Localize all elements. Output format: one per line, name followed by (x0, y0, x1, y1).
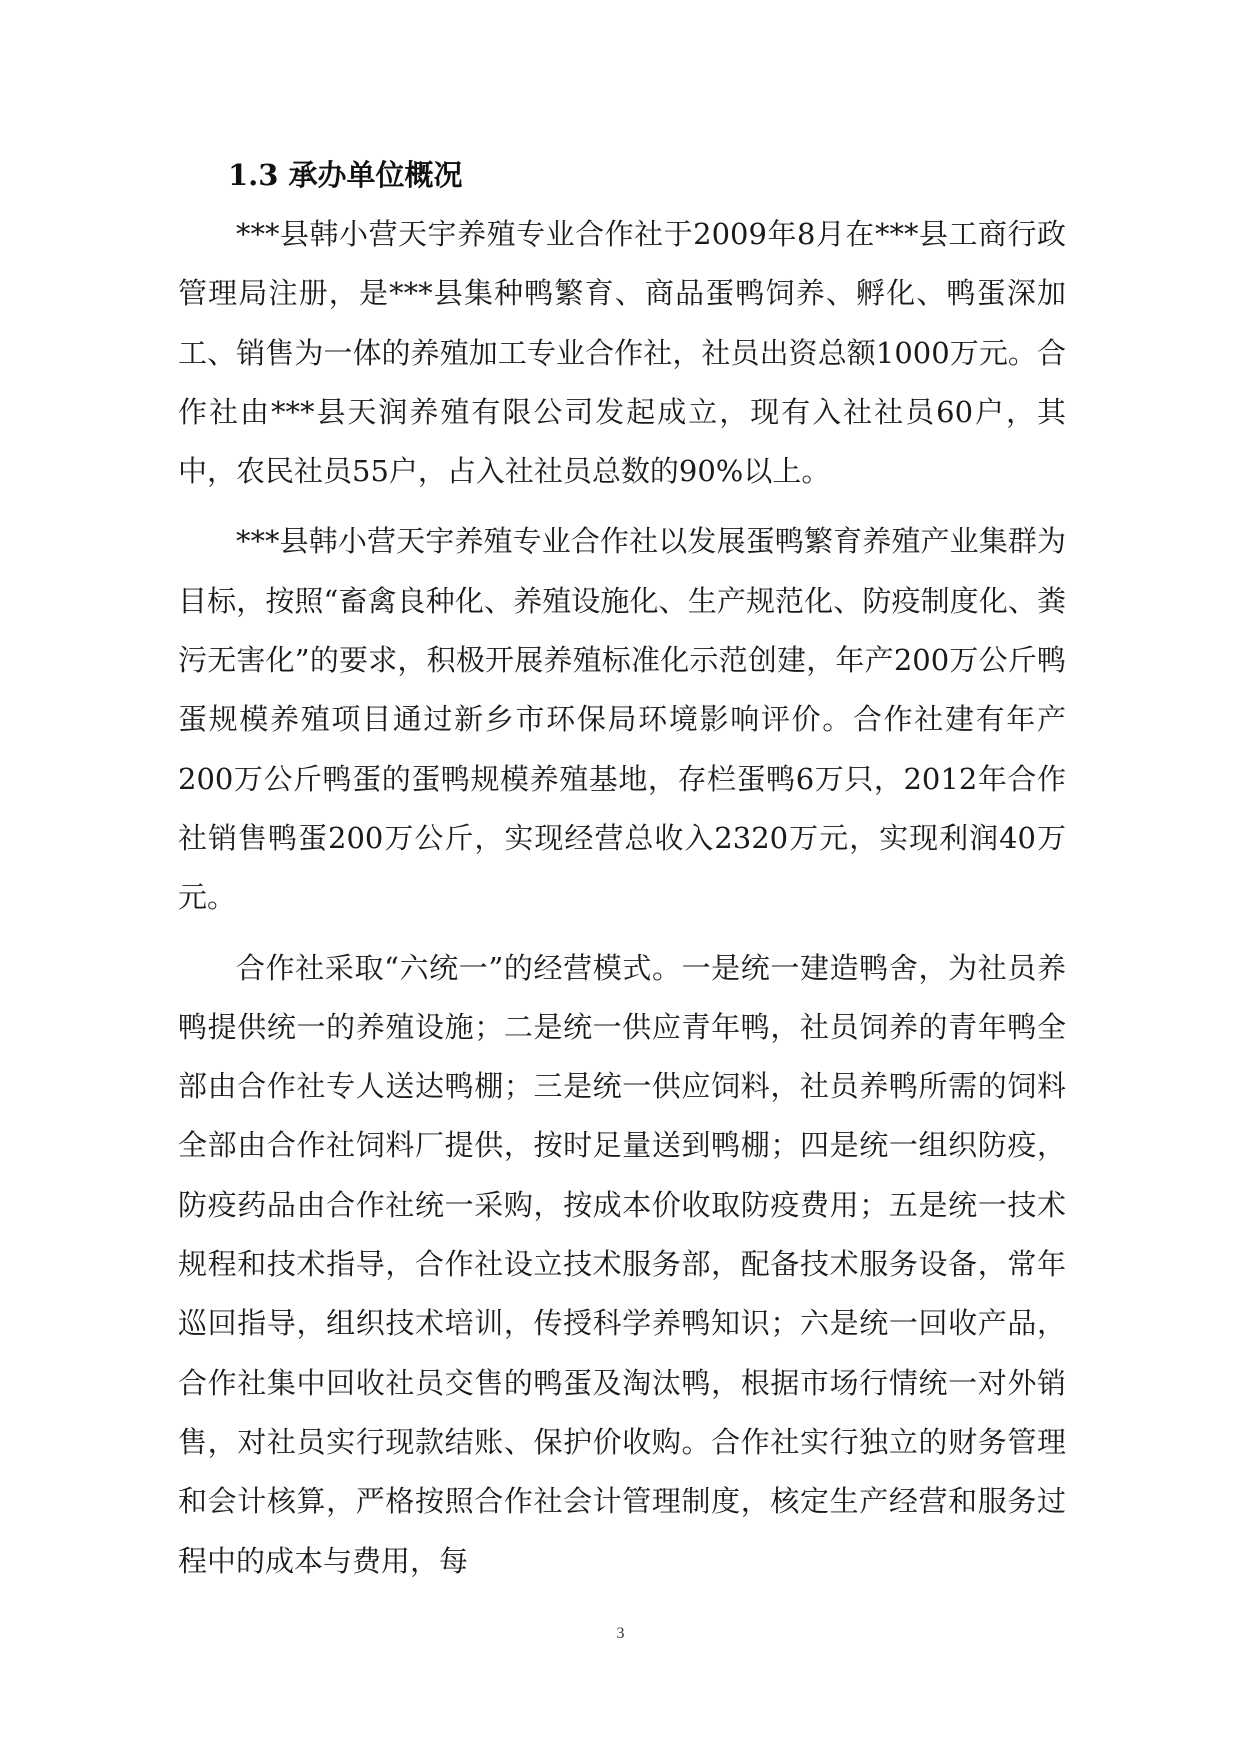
body-text (178, 205, 1066, 1602)
page-number: 3 (616, 1625, 625, 1642)
paragraph-operation-model: 合作社采取“六统一”的经营模式。一是统一建造鸭舍，为社员养鸭提供统一的养殖设施；二是统一供应青年鸭，社员饲养的青年鸭全部由合作社专人送达鸭棚；三是统一供应饲料，社员养鸭所需的饲料全部由合作社饲料厂提供，按时足量送到鸭棚；四是统一组织防疫，防疫药品由合作社统一采购，按成本价收取防疫费用；五是统一技术规程和技术指导，合作社设立技术服务部，配备技术服务设备，常年巡回指导，组织技术培训，传授科学养鸭知识；六是统一回收产品，合作社集中回收社员交售的鸭蛋及淘汰鸭，根据市场行情统一对外销售，对社员实行现款结账、保护价收购。合作社实行独立的财务管理和会计核算，严格按照合作社会计管理制度，核定生产经营和服务过程中的成本与费用，每 (178, 950, 1066, 1578)
section-heading: 1.3 承办单位概况 (228, 158, 463, 192)
paragraph-goals: ***县韩小营天宇养殖专业合作社以发展蛋鸭繁育养殖产业集群为目标，按照“畜禽良种化、养殖设施化、生产规范化、防疫制度化、粪污无害化”的要求，积极开展养殖标准化示范创建，年产200万公斤鸭蛋规模养殖项目通过新乡市环保局环境影响评价。合作社建有年产200万公斤鸭蛋的蛋鸭规模养殖基地，存栏蛋鸭6万只，2012年合作社销售鸭蛋200万公斤，实现经营总收入2320万元，实现利润40万元。 (178, 524, 1066, 915)
paragraph-intro: ***县韩小营天宇养殖专业合作社于2009年8月在***县工商行政管理局注册，是***县集种鸭繁育、商品蛋鸭饲养、孵化、鸭蛋深加工、销售为一体的养殖加工专业合作社，社员出资总额1000万元。合作社由***县天润养殖有限公司发起成立，现有入社社员60户，其中，农民社员55户，占入社社员总数的90%以上。 (178, 217, 1066, 489)
